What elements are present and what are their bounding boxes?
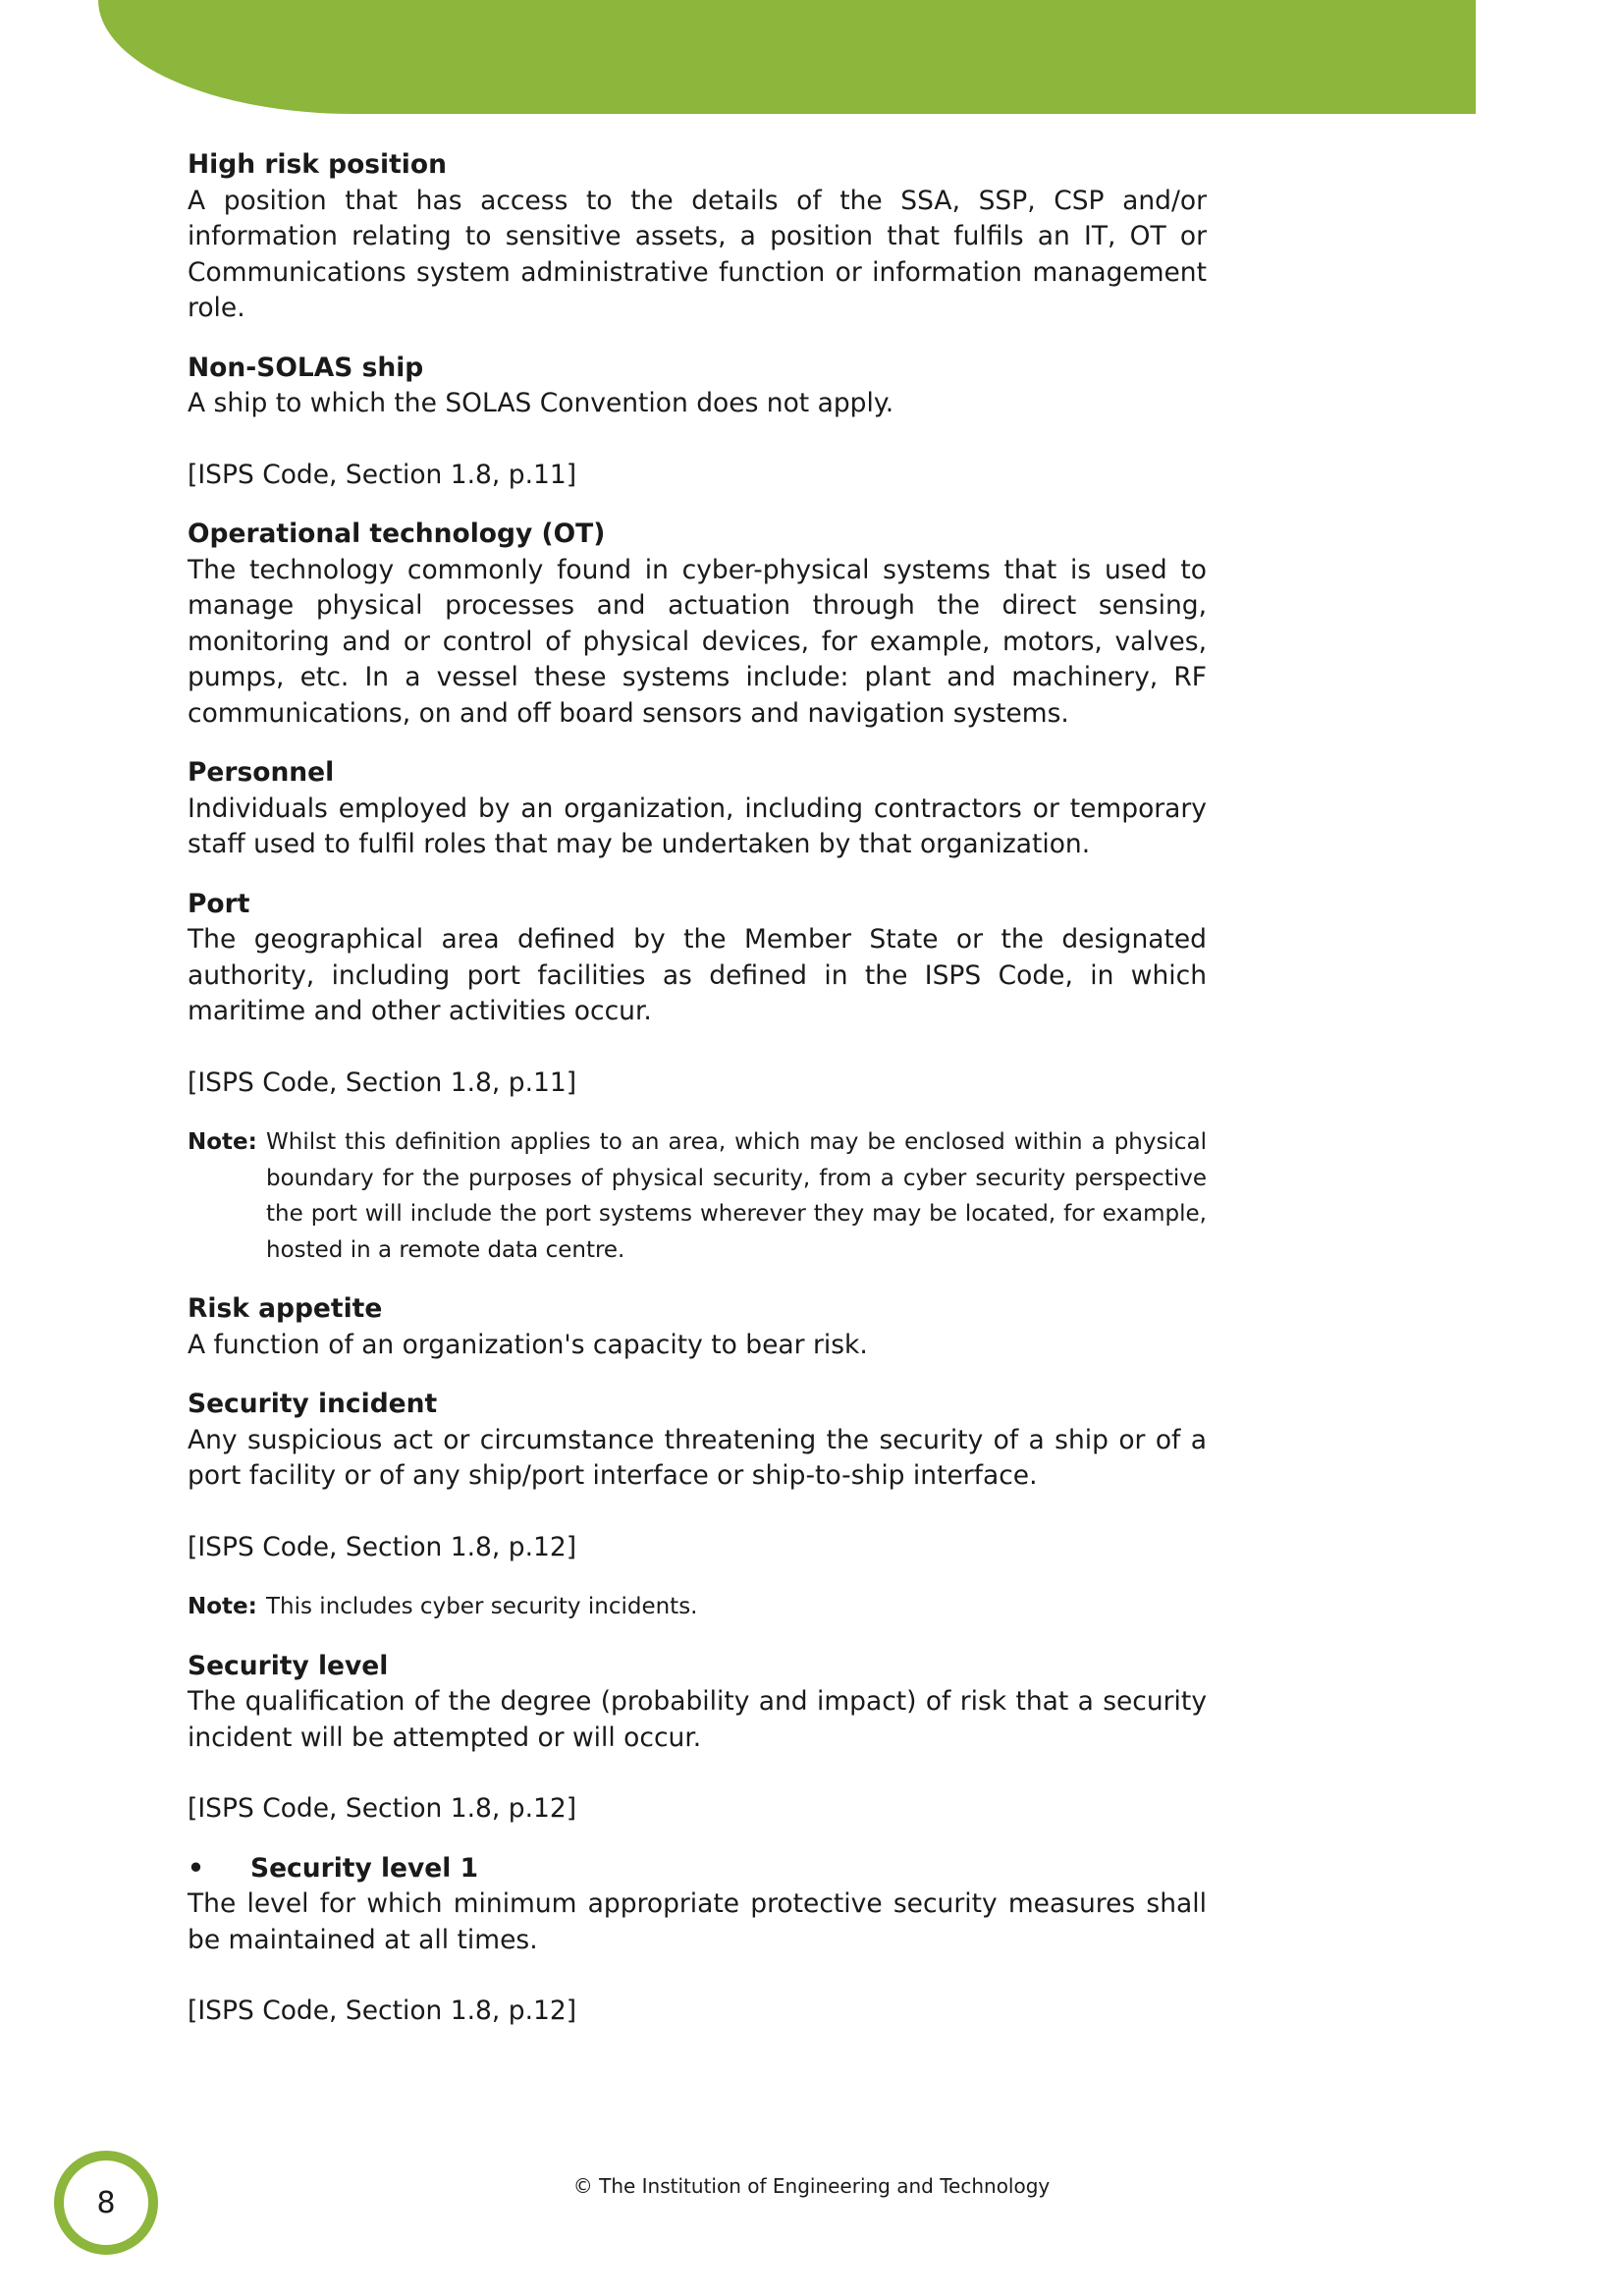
glossary-entry-security-level: [188, 1649, 1207, 1828]
entry-note: [188, 1589, 1207, 1625]
entry-term: Security level 1: [250, 1852, 479, 1884]
glossary-entry-security-incident: [188, 1387, 1207, 1625]
header-decoration: [98, 0, 1476, 114]
note-label: Note:: [188, 1594, 257, 1619]
page-number: 8: [96, 2185, 116, 2220]
entry-definition: The technology commonly found in cyber-physical systems that is used to manage physical processes and actuation through the direct sensing, monitoring and or control of physical devices, for example, motors, valves, pumps, etc. In a vessel these systems include: plant and machinery, RF communications, on and off board sensors and navigation systems.: [188, 554, 1207, 729]
entry-term: Non-SOLAS ship: [188, 352, 424, 383]
entry-term: Security level: [188, 1650, 389, 1681]
entry-reference: [ISPS Code, Section 1.8, p.12]: [188, 1793, 577, 1824]
entry-reference: [ISPS Code, Section 1.8, p.12]: [188, 1531, 577, 1562]
entry-term: Port: [188, 888, 250, 919]
entry-reference: [ISPS Code, Section 1.8, p.12]: [188, 1995, 577, 2026]
note-label: Note:: [188, 1129, 257, 1155]
glossary-content: [188, 147, 1207, 2053]
entry-definition: The qualification of the degree (probability and impact) of risk that a security incident will be attempted or will occur.: [188, 1686, 1207, 1753]
entry-definition: A position that has access to the details of the SSA, SSP, CSP and/or information relating to sensitive assets, a position that fulfils an IT, OT or Communications system administrative function or information management role.: [188, 185, 1207, 323]
entry-definition: The geographical area defined by the Member State or the designated authority, including port facilities as defined in the ISPS Code, in which maritime and other activities occur.: [188, 924, 1207, 1026]
glossary-entry-personnel: [188, 755, 1207, 863]
entry-term: Personnel: [188, 757, 335, 788]
glossary-entry-risk-appetite: [188, 1291, 1207, 1363]
glossary-entry-security-level-1: [188, 1851, 1207, 2030]
glossary-entry-high-risk-position: [188, 147, 1207, 327]
entry-term: Operational technology (OT): [188, 519, 606, 549]
footer-copyright: © The Institution of Engineering and Technology: [572, 2174, 1051, 2198]
bullet-icon: •: [188, 1852, 204, 1884]
note-text: This includes cyber security incidents.: [266, 1594, 698, 1619]
entry-definition: Any suspicious act or circumstance threatening the security of a ship or of a port facility or of any ship/port interface or ship-to-ship interface.: [188, 1424, 1207, 1491]
entry-definition: The level for which minimum appropriate protective security measures shall be maintained at all times.: [188, 1888, 1207, 1955]
entry-definition: A ship to which the SOLAS Convention does not apply.: [188, 388, 894, 418]
entry-term: Risk appetite: [188, 1293, 383, 1324]
entry-reference: [ISPS Code, Section 1.8, p.11]: [188, 459, 577, 490]
entry-definition: A function of an organization's capacity to bear risk.: [188, 1329, 868, 1360]
glossary-entry-port: [188, 887, 1207, 1269]
glossary-entry-non-solas-ship: [188, 351, 1207, 494]
entry-term: Security incident: [188, 1389, 438, 1419]
bullet-term: [188, 1851, 1207, 1887]
entry-reference: [ISPS Code, Section 1.8, p.11]: [188, 1066, 577, 1098]
note-text: Whilst this definition applies to an area, which may be enclosed within a physical boundary for the purposes of physical security, from a cyber security perspective the port will include the port systems wherever they may be located, for example, hosted in a remote data centre.: [266, 1129, 1207, 1263]
entry-term: High risk position: [188, 149, 447, 180]
entry-note: [188, 1124, 1207, 1268]
entry-definition: Individuals employed by an organization, including contractors or temporary staff used to fulfil roles that may be undertaken by that organization.: [188, 793, 1207, 859]
glossary-entry-operational-technology: [188, 517, 1207, 732]
page-number-badge: [54, 2151, 158, 2255]
